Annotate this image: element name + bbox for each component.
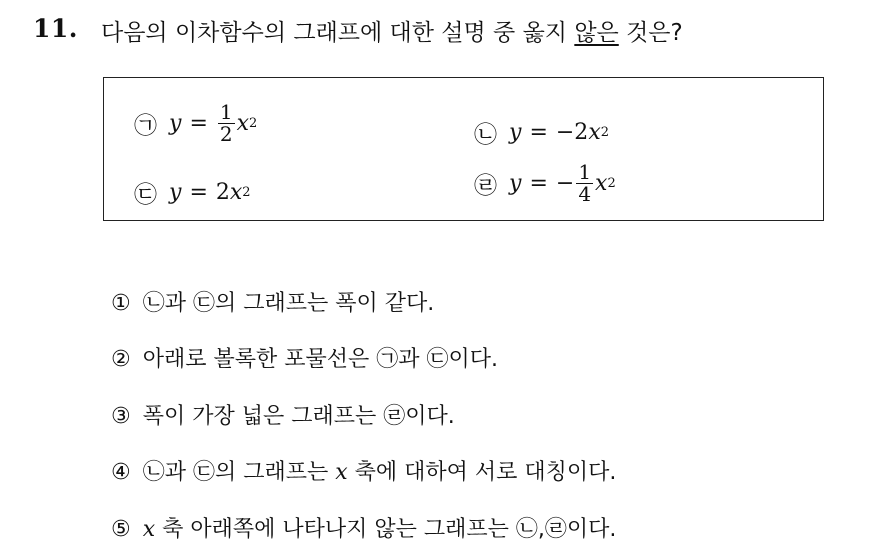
question-text-after: 것은? (618, 20, 683, 46)
choice-text: 폭이 가장 넓은 그래프는 ㉣이다. (142, 404, 455, 429)
equation-variable: x (588, 120, 601, 145)
choice-variable: x (335, 460, 348, 485)
equation-mark: ㉢ (134, 182, 157, 208)
equation-sign: − (555, 171, 575, 196)
equation-equals: = (529, 171, 548, 196)
fraction-numerator: 1 (219, 100, 233, 124)
equation-lhs: y (509, 171, 522, 196)
choice-1[interactable] (111, 286, 434, 317)
equation-exponent: 2 (249, 116, 258, 131)
choice-number: ⑤ (111, 517, 131, 542)
equation-item-1 (134, 102, 257, 145)
equation-coefficient: −2 (555, 120, 589, 145)
equation-fraction (218, 102, 235, 145)
equation-item-3 (134, 176, 251, 209)
choice-number: ① (111, 291, 131, 316)
question-text (101, 14, 683, 47)
equation-equals: = (529, 120, 548, 145)
choice-number: ③ (111, 404, 131, 429)
choice-4[interactable] (111, 455, 616, 486)
equation-mark: ㉠ (134, 113, 157, 139)
fraction-denominator: 4 (578, 182, 592, 206)
fraction-denominator: 2 (219, 122, 233, 146)
choice-variable: x (142, 517, 156, 542)
choice-text: 축 아래쪽에 나타나지 않는 그래프는 ㉡,㉣이다. (155, 517, 617, 542)
equation-exponent: 2 (600, 125, 610, 140)
equation-fraction (576, 162, 593, 205)
equation-variable: x (229, 180, 243, 205)
equation-variable: x (595, 171, 608, 196)
equation-mark: ㉡ (474, 122, 497, 148)
choice-text: ㉡과 ㉢의 그래프는 폭이 같다. (142, 291, 435, 316)
question-text-before: 다음의 이차함수의 그래프에 대한 설명 중 옳지 (101, 20, 575, 46)
equation-equals: = (189, 180, 208, 205)
choice-3[interactable] (111, 399, 455, 430)
question-text-underlined: 않은 (574, 20, 619, 46)
choice-number: ④ (111, 460, 131, 485)
equation-box (103, 77, 824, 221)
fraction-numerator: 1 (578, 160, 592, 184)
choice-text: 아래로 볼록한 포물선은 ㉠과 ㉢이다. (142, 347, 498, 372)
equation-lhs: y (169, 111, 182, 136)
choice-2[interactable] (111, 342, 498, 373)
equation-exponent: 2 (242, 185, 251, 200)
choice-text: 축에 대하여 서로 대칭이다. (347, 460, 617, 485)
equation-coefficient: 2 (215, 180, 230, 205)
equation-mark: ㉣ (474, 173, 497, 199)
question-number: 11. (33, 14, 78, 43)
equation-exponent: 2 (607, 176, 616, 191)
equation-item-4 (474, 162, 616, 205)
choice-5[interactable] (111, 512, 616, 543)
equation-lhs: y (169, 180, 182, 205)
equation-item-2 (474, 116, 609, 149)
equation-variable: x (236, 111, 250, 136)
equation-equals: = (189, 111, 208, 136)
equation-lhs: y (509, 120, 522, 145)
choice-number: ② (111, 347, 131, 372)
choice-text-prefix: ㉡과 ㉢의 그래프는 (142, 460, 336, 485)
